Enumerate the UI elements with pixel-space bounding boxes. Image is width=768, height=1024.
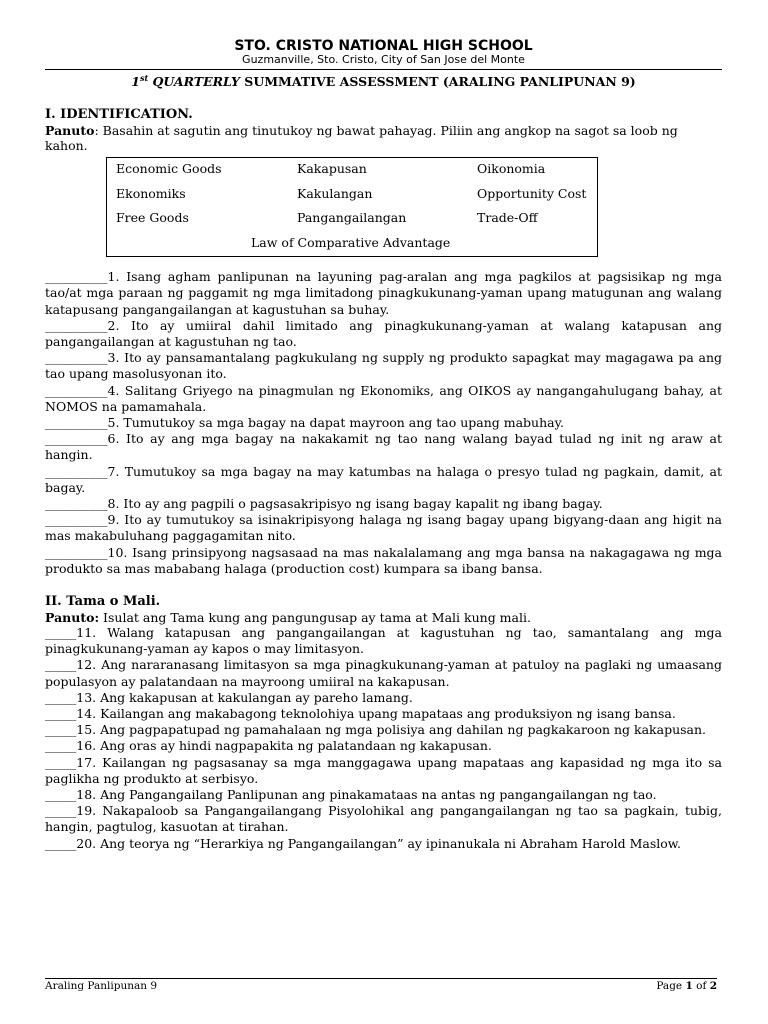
question-item-16: _____16. Ang oras ay hindi nagpapakita ng palatandaan ng kakapusan. bbox=[45, 738, 492, 754]
question-item-2: __________2. Ito ay umiiral dahil limitado ang pinagkukunang-yaman at walang katapusan ang pangangailangan at kagustuhan ng tao. bbox=[45, 317, 722, 349]
question-item-5: __________5. Tumutukoy sa mga bagay na dapat mayroon ang tao upang mabuhay. bbox=[45, 414, 564, 430]
section2-directions bbox=[45, 610, 722, 625]
choice-ekonomiks: Ekonomiks bbox=[116, 186, 186, 202]
section2-directions-label: Panuto: bbox=[45, 610, 100, 626]
question-item-19: _____19. Nakapaloob sa Pangangailangang Pisyolohikal ang pangangailangan ng tao sa pagkain, tubig, hangin, pagtulog, kasuotan at tirahan. bbox=[45, 803, 722, 835]
title-italic: QUARTERLY bbox=[148, 74, 240, 90]
footer-page-label: Page bbox=[656, 980, 686, 992]
question-item-17: _____17. Kailangan ng pagsasanay sa mga manggagawa upang mapataas ang kapasidad ng mga ito sa paglikha ng produkto at serbisyo. bbox=[45, 754, 722, 786]
question-item-20: _____20. Ang teorya ng “Herarkiya ng Pangangailangan” ay ipinanukala ni Abraham Harold Maslow. bbox=[45, 835, 681, 851]
question-item-12: _____12. Ang nararanasang limitasyon sa mga pinagkukunang-yaman at patuloy na paglaki ng umaasang populasyon ay palatandaan na mayroong umiiral na kakapusan. bbox=[45, 657, 722, 689]
footer-subject: Araling Panlipunan 9 bbox=[45, 980, 158, 992]
title-rest: SUMMATIVE ASSESSMENT (ARALING PANLIPUNAN 9) bbox=[239, 74, 636, 90]
choice-kakapusan: Kakapusan bbox=[297, 161, 367, 177]
choice-trade-off: Trade-Off bbox=[477, 210, 538, 226]
title-ordinal: 1 bbox=[131, 74, 140, 90]
school-address: Guzmanville, Sto. Cristo, City of San Jose del Monte bbox=[242, 53, 525, 66]
choices-box bbox=[106, 157, 598, 257]
question-item-8: __________8. Ito ay ang pagpili o pagsasakripisyo ng isang bagay kapalit ng ibang bagay. bbox=[45, 496, 603, 511]
exam-page bbox=[45, 36, 722, 852]
footer-page-of: of bbox=[692, 980, 710, 992]
choice-oikonomia: Oikonomia bbox=[477, 161, 546, 177]
section2-items bbox=[45, 625, 722, 852]
question-item-4: __________4. Salitang Griyego na pinagmulan ng Ekonomiks, ang OIKOS ay nangangahulugang bahay, at NOMOS na pamamahala. bbox=[45, 382, 722, 414]
footer-page-current: 1 bbox=[685, 980, 693, 992]
choice-pangangailangan: Pangangailangan bbox=[297, 210, 407, 226]
section2-directions-text: Isulat ang Tama kung ang pangungusap ay tama at Mali kung mali. bbox=[99, 610, 531, 626]
question-item-18: _____18. Ang Pangangailang Panlipunan ang pinakamataas na antas ng pangangailangan ng tao. bbox=[45, 787, 657, 803]
question-item-14: _____14. Kailangan ang makabagong teknolohiya upang mapataas ang produksiyon ng isang bansa. bbox=[45, 706, 676, 722]
question-item-13: _____13. Ang kakapusan at kakulangan ay pareho lamang. bbox=[45, 689, 413, 705]
choice-kakulangan: Kakulangan bbox=[297, 186, 373, 202]
section1-items bbox=[45, 269, 722, 577]
question-item-1: __________1. Isang agham panlipunan na layuning pag-aralan ang mga pagkilos at pagsisikap ng mga tao/at mga paraan ng paggamit ng mga limitadong pinagkukunang-yaman upang matugunan ang walang katapusang pangangailangan at kagustuhan sa buhay. bbox=[45, 269, 722, 317]
title-sup: st bbox=[139, 73, 149, 83]
choice-opportunity-cost: Opportunity Cost bbox=[477, 186, 587, 202]
section1-directions bbox=[45, 123, 722, 153]
header-rule bbox=[45, 69, 722, 70]
choice-law-of-comparative-advantage: Law of Comparative Advantage bbox=[251, 235, 451, 251]
choice-free-goods: Free Goods bbox=[116, 210, 189, 226]
footer-page-total: 2 bbox=[709, 980, 717, 992]
question-item-3: __________3. Ito ay pansamantalang pagkukulang ng supply ng produkto sapagkat may magagawa pa ang tao upang masolusyonan ito. bbox=[45, 350, 722, 382]
question-item-11: _____11. Walang katapusan ang pangangailangan at kagustuhan ng tao, samantalang ang mga pinagkukunang-yaman ay kapos o may limitasyon. bbox=[45, 625, 722, 657]
question-item-7: __________7. Tumutukoy sa mga bagay na may katumbas na halaga o presyo tulad ng pagkain, damit, at bagay. bbox=[45, 463, 722, 495]
section2-title: II. Tama o Mali. bbox=[45, 594, 161, 610]
section1-directions-label: Panuto bbox=[45, 123, 95, 139]
school-name: STO. CRISTO NATIONAL HIGH SCHOOL bbox=[234, 38, 533, 54]
question-item-9: __________9. Ito ay tumutukoy sa isinakripisyong halaga ng isang bagay upang bigyang-daan ang higit na mas makabuluhang paggagamitan nito. bbox=[45, 512, 722, 544]
section1-directions-text: : Basahin at sagutin ang tinutukoy ng bawat pahayag. Piliin ang angkop na sagot sa loob ng kahon. bbox=[45, 123, 678, 154]
section1-title: I. IDENTIFICATION. bbox=[45, 107, 193, 123]
exam-title bbox=[45, 73, 722, 89]
question-item-6: __________6. Ito ay ang mga bagay na nakakamit ng tao nang walang bayad tulad ng init ng araw at hangin. bbox=[45, 431, 722, 463]
question-item-15: _____15. Ang pagpapatupad ng pamahalaan ng mga polisiya ang dahilan ng pagkakaroon ng kakapusan. bbox=[45, 722, 707, 738]
choice-economic-goods: Economic Goods bbox=[116, 161, 222, 177]
footer-page-number bbox=[656, 980, 717, 992]
question-item-10: __________10. Isang prinsipyong nagsasaad na mas nakalalamang ang mga bansa na nakagagawa ng mga produkto sa mas mababang halaga (production cost) kumpara sa ibang bansa. bbox=[45, 544, 722, 576]
page-footer bbox=[45, 978, 717, 992]
